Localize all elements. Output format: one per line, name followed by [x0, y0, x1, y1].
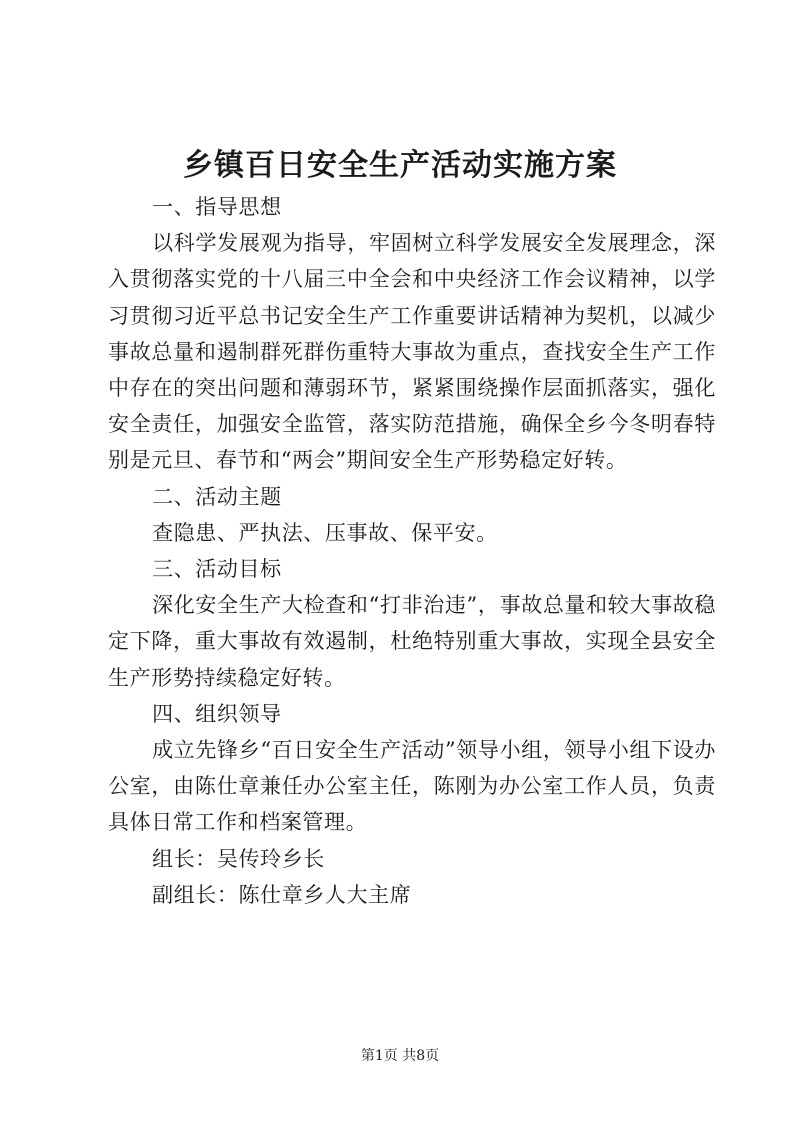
- page-footer: 第1页 共8页: [360, 1048, 440, 1064]
- paragraph-organization: 成立先锋乡“百日安全生产活动”领导小组，领导小组下设办公室，由陈仕章兼任办公室主任，陈刚为办公室工作人员，负责具体日常工作和档案管理。: [108, 738, 716, 835]
- section-heading-activity-theme: 二、活动主题: [152, 484, 282, 509]
- section-heading-guiding-thought: 一、指导思想: [152, 195, 282, 219]
- paragraph-activity-theme: 查隐患、严执法、压事故、保平安。: [152, 520, 498, 545]
- document-body: [108, 189, 716, 913]
- section-heading-activity-goal: 三、活动目标: [152, 557, 282, 582]
- paragraph-group-leader: 组长：吴传玲乡长: [152, 846, 325, 871]
- paragraph-deputy-leader: 副组长：陈仕章乡人大主席: [152, 882, 412, 907]
- paragraph-activity-goal: 深化安全生产大检查和“打非治违”，事故总量和较大事故稳定下降，重大事故有效遏制，杜绝特别重大事故，实现全县安全生产形势持续稳定好转。: [108, 593, 716, 690]
- paragraph-guiding-thought: 以科学发展观为指导，牢固树立科学发展安全发展理念，深入贯彻落实党的十八届三中全会和中央经济工作会议精神，以学习贯彻习近平总书记安全生产工作重要讲话精神为契机，以减少事故总量和遏制群死群伤重特大事故为重点，查找安全生产工作中存在的突出问题和薄弱环节，紧紧围绕操作层面抓落实，强化安全责任，加强安全监管，落实防范措施，确保全乡今冬明春特别是元旦、春节和“两会”期间安全生产形势稳定好转。: [108, 231, 716, 473]
- section-heading-organization: 四、组织领导: [152, 701, 282, 726]
- document-title: 乡镇百日安全生产活动实施方案: [183, 148, 617, 183]
